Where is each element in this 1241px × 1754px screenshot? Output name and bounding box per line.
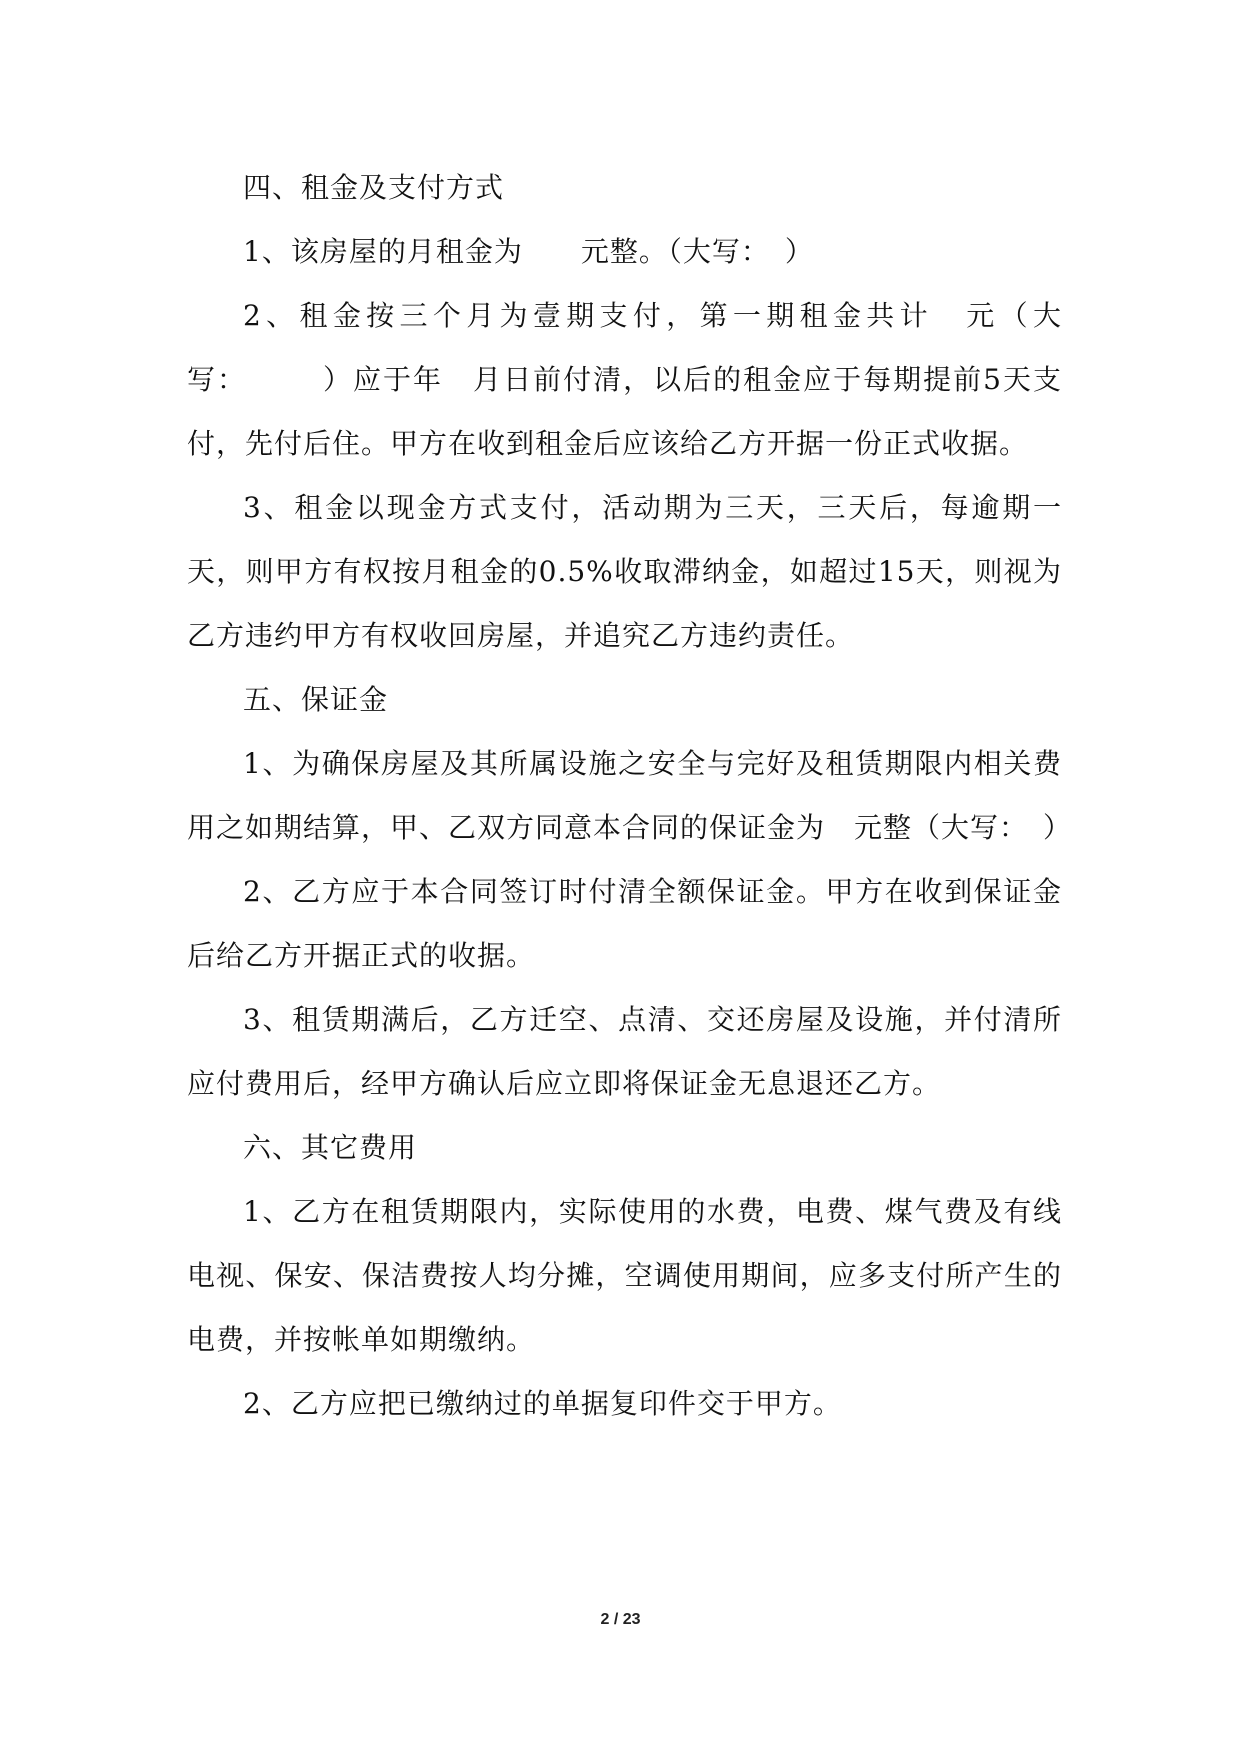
paragraph: 2、租金按三个月为壹期支付，第一期租金共计 元（大写： ）应于年 月日前付清，以后的租金应于每期提前5天支付，先付后住。甲方在收到租金后应该给乙方开据一份正式收据。 (187, 299, 1062, 460)
document-body (187, 156, 1073, 1436)
paragraph: 3、租金以现金方式支付，活动期为三天，三天后，每逾期一天，则甲方有权按月租金的0.5%收取滞纳金，如超过15天，则视为乙方违约甲方有权收回房屋，并追究乙方违约责任。 (187, 491, 1062, 652)
paragraph: 2、乙方应于本合同签订时付清全额保证金。甲方在收到保证金后给乙方开据正式的收据。 (187, 875, 1062, 972)
page-number: 2 / 23 (600, 1611, 641, 1628)
paragraph: 1、乙方在租赁期限内，实际使用的水费，电费、煤气费及有线电视、保安、保洁费按人均分摊，空调使用期间，应多支付所产生的电费，并按帐单如期缴纳。 (187, 1195, 1062, 1356)
section-heading-other-fees: 六、其它费用 (243, 1131, 418, 1164)
paragraph: 1、该房屋的月租金为 元整。（大写： ） (243, 235, 814, 268)
paragraph: 2、乙方应把已缴纳过的单据复印件交于甲方。 (243, 1387, 842, 1420)
section-heading-deposit: 五、保证金 (243, 683, 389, 716)
paragraph: 3、租赁期满后，乙方迁空、点清、交还房屋及设施，并付清所应付费用后，经甲方确认后应立即将保证金无息退还乙方。 (187, 1003, 1062, 1100)
paragraph: 1、为确保房屋及其所属设施之安全与完好及租赁期限内相关费用之如期结算，甲、乙双方同意本合同的保证金为 元整（大写： ） (187, 747, 1073, 844)
section-heading-rent: 四、租金及支付方式 (243, 171, 505, 204)
